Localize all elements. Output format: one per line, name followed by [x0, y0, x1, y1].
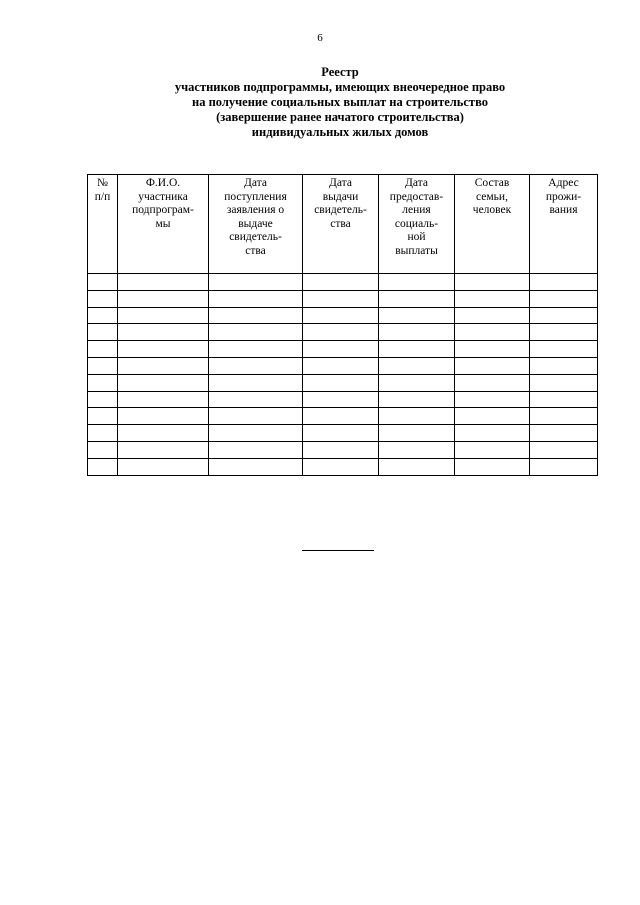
table-cell [88, 357, 118, 374]
table-cell [209, 441, 303, 458]
table-cell [118, 290, 209, 307]
column-header-line: свидетель- [314, 204, 367, 216]
column-header-line: п/п [94, 190, 111, 203]
column-header [88, 175, 118, 274]
table-cell [455, 374, 530, 391]
table-body [88, 274, 598, 476]
table-cell [209, 391, 303, 408]
table-cell [530, 341, 598, 358]
table-cell [455, 458, 530, 475]
column-header-line: социаль- [394, 217, 439, 230]
title-line: Реестр [321, 65, 359, 79]
table-cell [455, 391, 530, 408]
column-header-line: ной [407, 231, 426, 243]
signature-line [302, 550, 374, 551]
table-row [88, 290, 598, 307]
column-header-line: мы [155, 217, 171, 230]
table-row [88, 374, 598, 391]
column-header-line: Дата [405, 177, 428, 189]
column-header-line: свидетель- [229, 231, 282, 243]
table-cell [303, 425, 379, 442]
column-header-line: выдачи [322, 190, 359, 203]
table-cell [88, 391, 118, 408]
table-cell [118, 374, 209, 391]
table-cell [379, 341, 455, 358]
table-cell [530, 408, 598, 425]
table-row [88, 408, 598, 425]
column-header [303, 175, 379, 274]
column-header-line: Дата [329, 177, 352, 189]
table-cell [530, 357, 598, 374]
table-cell [455, 425, 530, 442]
table-cell [88, 408, 118, 425]
table-cell [209, 374, 303, 391]
table-cell [530, 324, 598, 341]
table-cell [455, 307, 530, 324]
table-cell [379, 324, 455, 341]
title-line: (завершение ранее начатого строительства) [216, 110, 464, 124]
table-cell [379, 307, 455, 324]
document-title [100, 65, 580, 140]
table-cell [303, 341, 379, 358]
table-cell [118, 341, 209, 358]
table-cell [118, 408, 209, 425]
column-header-line: № [97, 177, 108, 189]
column-header [209, 175, 303, 274]
table-cell [118, 307, 209, 324]
table-cell [303, 307, 379, 324]
table-cell [88, 374, 118, 391]
page-number: 6 [317, 32, 323, 44]
table-cell [118, 441, 209, 458]
table-cell [455, 441, 530, 458]
column-header [530, 175, 598, 274]
column-header-line: заявления о [226, 204, 285, 216]
column-header-line: ства [245, 244, 266, 257]
column-header-line: человек [472, 204, 512, 216]
table-cell [530, 307, 598, 324]
table-cell [118, 391, 209, 408]
table-cell [303, 458, 379, 475]
column-header-line: поступления [224, 190, 287, 203]
table-row [88, 307, 598, 324]
column-header-line: прожи- [545, 190, 582, 203]
column-header-line: Дата [244, 177, 267, 189]
table-cell [209, 357, 303, 374]
table-row [88, 357, 598, 374]
title-line: индивидуальных жилых домов [251, 125, 429, 139]
table-cell [530, 441, 598, 458]
table-cell [379, 408, 455, 425]
column-header-line: вания [549, 204, 578, 216]
table-cell [530, 374, 598, 391]
column-header-line: выдаче [238, 217, 273, 230]
table-row [88, 458, 598, 475]
registry-table [87, 174, 598, 476]
table-row [88, 441, 598, 458]
column-header-line: Состав [474, 177, 510, 189]
table-cell [209, 290, 303, 307]
table-cell [379, 357, 455, 374]
table-cell [209, 341, 303, 358]
table-cell [303, 274, 379, 291]
table-row [88, 274, 598, 291]
column-header [379, 175, 455, 274]
table-cell [379, 441, 455, 458]
column-header-line: предостав- [389, 190, 444, 203]
table-cell [88, 341, 118, 358]
column-header-line: Ф.И.О. [145, 177, 181, 189]
table-cell [118, 274, 209, 291]
column-header-line: выплаты [395, 244, 438, 257]
table-cell [303, 374, 379, 391]
table-cell [88, 274, 118, 291]
table-cell [118, 458, 209, 475]
column-header-line: Адрес [548, 177, 579, 189]
table-cell [88, 307, 118, 324]
table-cell [530, 458, 598, 475]
column-header-line: ления [402, 204, 431, 216]
table-cell [455, 341, 530, 358]
table-cell [455, 290, 530, 307]
table-header-row [88, 175, 598, 274]
table-cell [379, 374, 455, 391]
table-cell [303, 324, 379, 341]
table-cell [209, 425, 303, 442]
table-cell [118, 357, 209, 374]
table-cell [455, 357, 530, 374]
table-row [88, 324, 598, 341]
table-cell [379, 391, 455, 408]
table-cell [379, 274, 455, 291]
table-cell [209, 274, 303, 291]
table-cell [88, 324, 118, 341]
table-cell [88, 458, 118, 475]
column-header-line: семьи, [476, 190, 508, 203]
table-row [88, 341, 598, 358]
table-cell [530, 391, 598, 408]
column-header-line: ства [330, 217, 351, 230]
table-cell [303, 357, 379, 374]
table-cell [455, 274, 530, 291]
table-cell [118, 324, 209, 341]
table-cell [379, 290, 455, 307]
column-header [118, 175, 209, 274]
table-cell [455, 324, 530, 341]
title-line: участников подпрограммы, имеющих внеочередное право [174, 80, 506, 94]
table-cell [455, 408, 530, 425]
title-line: на получение социальных выплат на строительство [192, 95, 488, 109]
table-cell [118, 425, 209, 442]
table-cell [209, 408, 303, 425]
table-cell [530, 425, 598, 442]
table-cell [88, 290, 118, 307]
table-cell [209, 324, 303, 341]
table-cell [303, 441, 379, 458]
column-header [455, 175, 530, 274]
table-cell [379, 458, 455, 475]
table-cell [530, 274, 598, 291]
table-cell [88, 425, 118, 442]
table-cell [209, 458, 303, 475]
column-header-line: участника [138, 190, 188, 203]
table-row [88, 425, 598, 442]
table-cell [209, 307, 303, 324]
column-header-line: подпрограм- [132, 204, 194, 216]
table-cell [303, 391, 379, 408]
table-row [88, 391, 598, 408]
table-cell [303, 408, 379, 425]
table-cell [303, 290, 379, 307]
table-cell [530, 290, 598, 307]
table-cell [379, 425, 455, 442]
table-cell [88, 441, 118, 458]
